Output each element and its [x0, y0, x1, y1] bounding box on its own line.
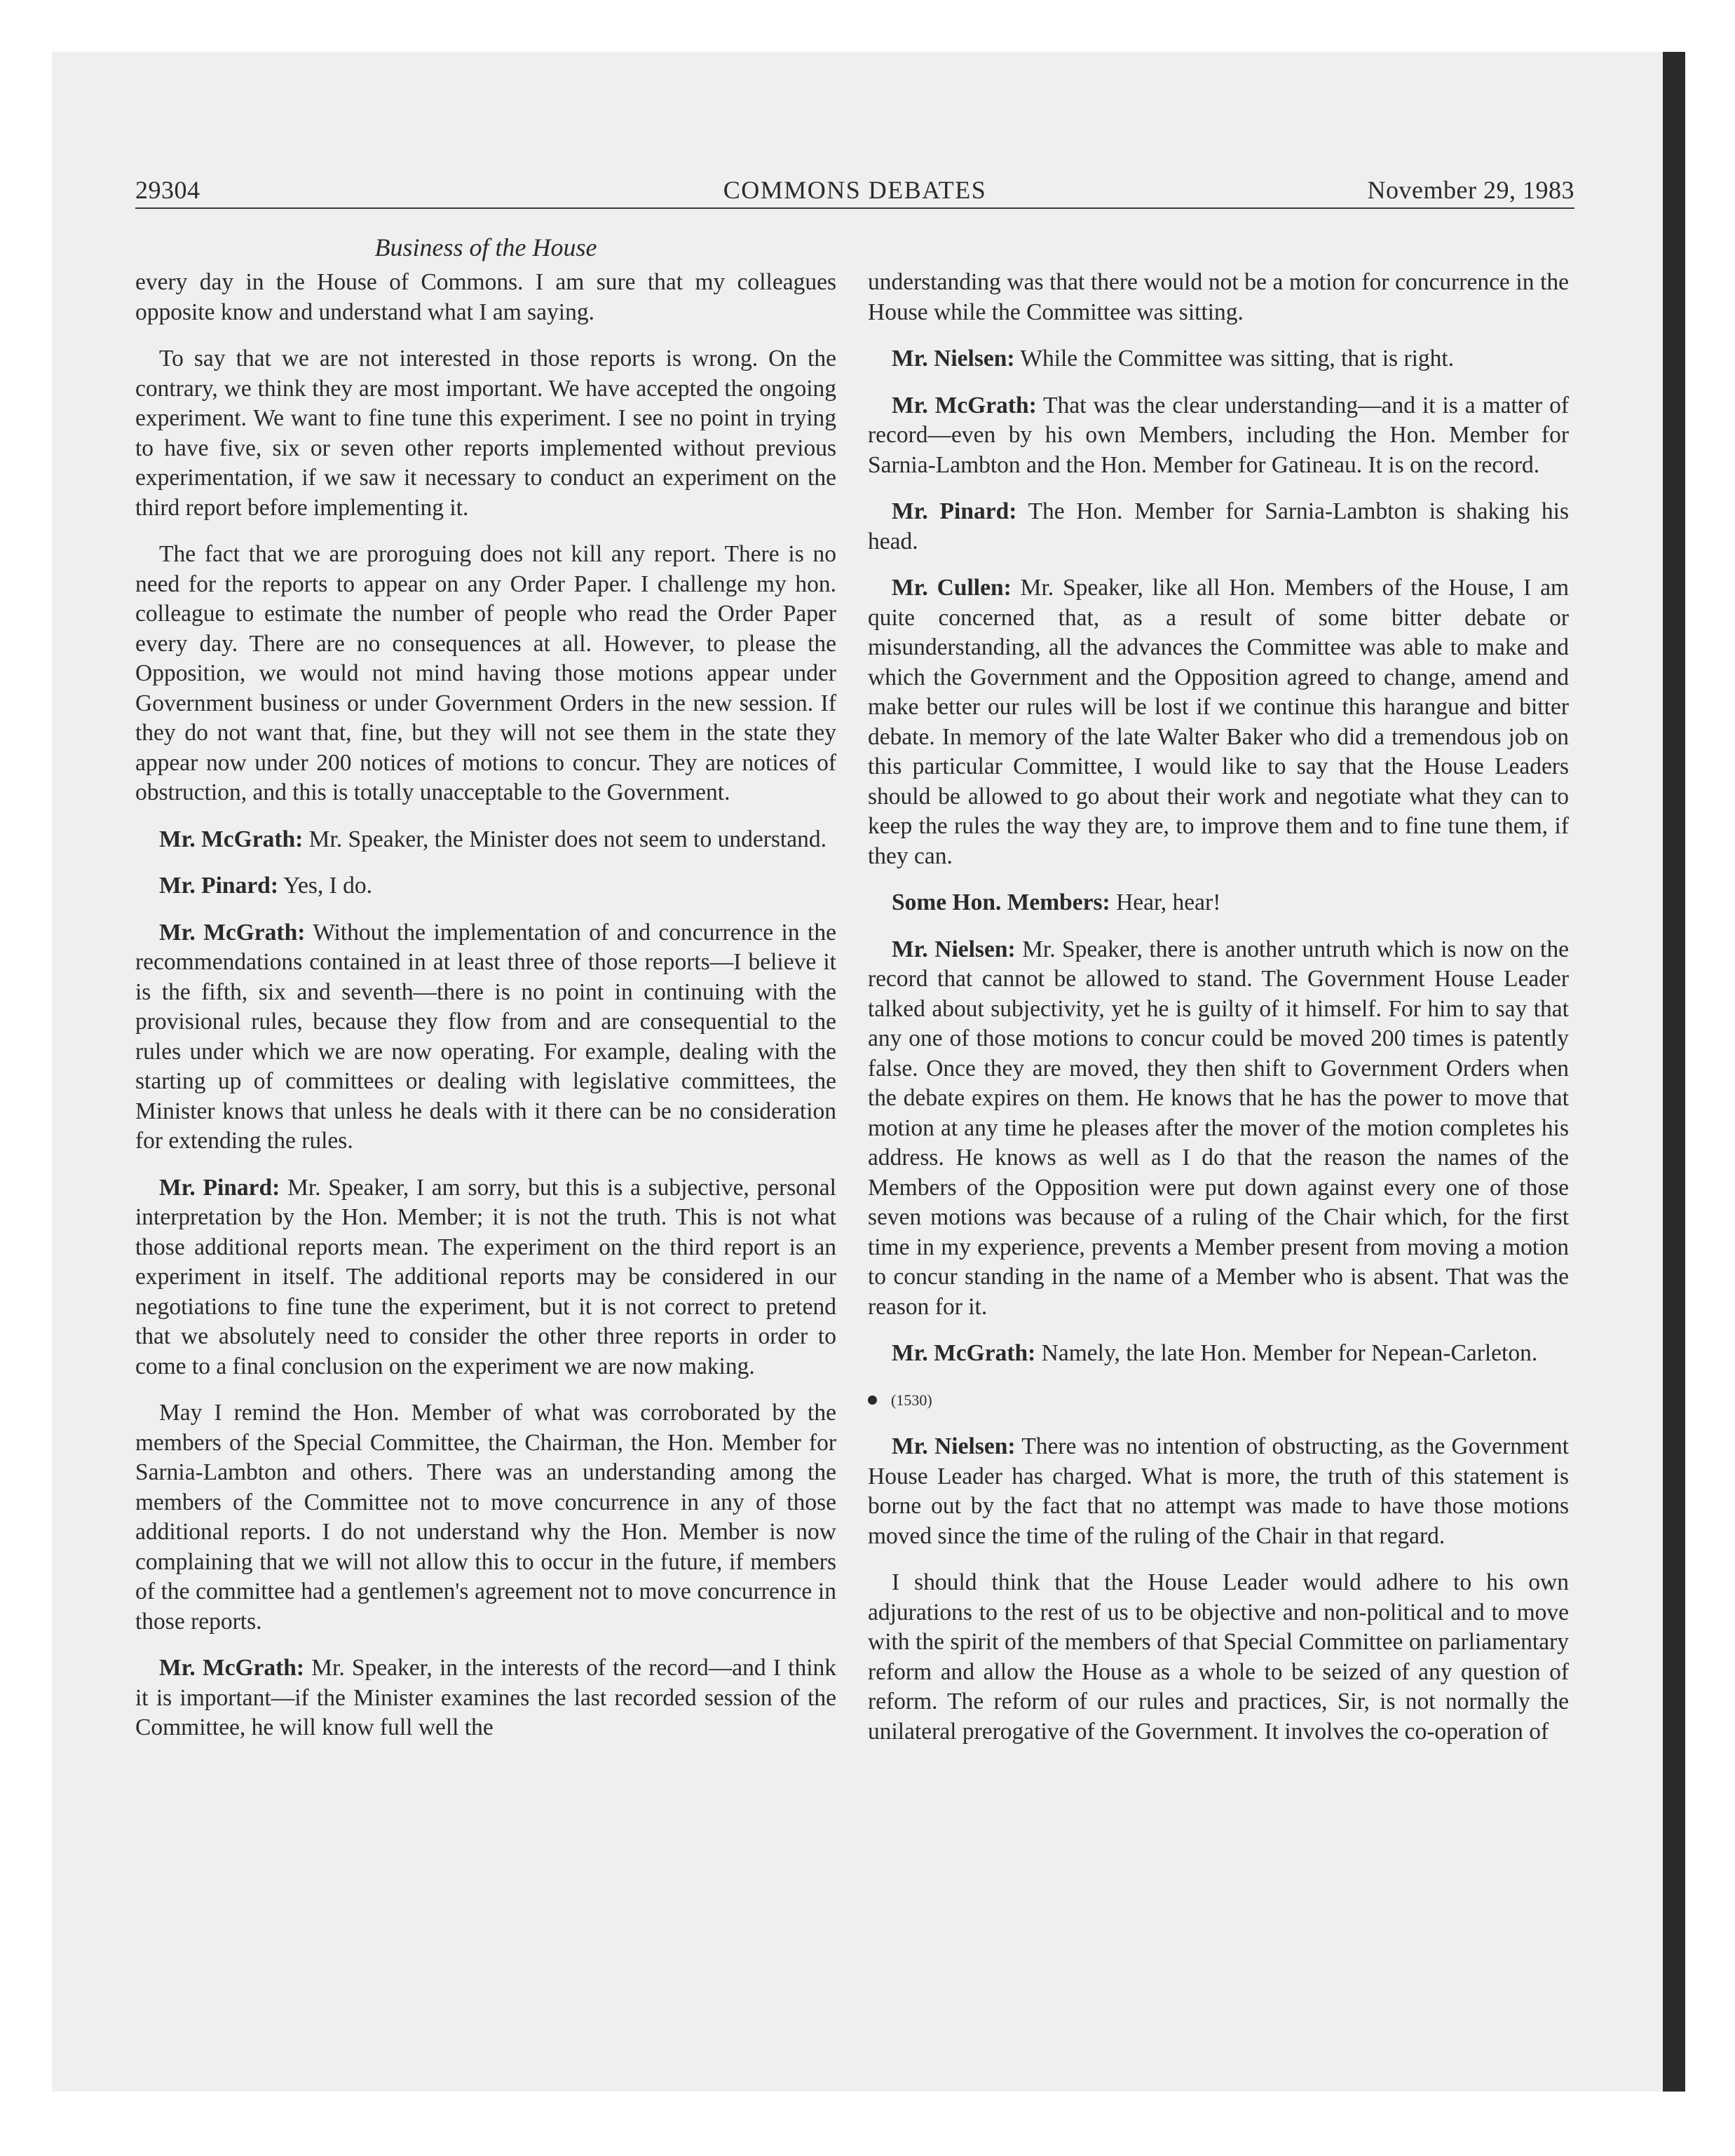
right-column-part-b	[868, 1432, 1569, 1747]
speaker-name: Mr. McGrath:	[159, 919, 306, 946]
speech-paragraph	[868, 935, 1569, 1323]
time-marker-label: (1530)	[891, 1391, 932, 1409]
body-paragraph	[868, 1568, 1569, 1747]
left-column	[135, 268, 836, 1760]
right-column-part-a	[868, 268, 1569, 1369]
body-paragraph	[135, 344, 836, 523]
speech-paragraph	[868, 497, 1569, 557]
scan-edge-bar	[1663, 52, 1685, 2092]
body-paragraph	[868, 268, 1569, 327]
header-rule	[135, 207, 1574, 209]
paragraph-text: The Hon. Member for Sarnia-Lambton is shaking his head.	[868, 498, 1569, 554]
speech-paragraph	[868, 1432, 1569, 1551]
paragraph-text: Yes, I do.	[283, 873, 373, 899]
speech-paragraph	[868, 573, 1569, 871]
paragraph-text: Mr. Speaker, I am sorry, but this is a subjective, personal interpretation by the Hon. Member; it is not the truth. This is not what those additional reports mean. The experiment on the third report is an experiment in itself. The additional reports may be considered in our negotiations to fine tune the experiment, but it is not correct to pretend that we absolutely need to consider the other three reports in order to come to a final conclusion on the experiment we are now making.	[135, 1174, 836, 1379]
speech-paragraph	[135, 918, 836, 1157]
paragraph-text: every day in the House of Commons. I am sure that my colleagues opposite know and understand what I am saying.	[135, 269, 836, 325]
speech-paragraph	[868, 888, 1569, 918]
section-title: Business of the House	[374, 233, 597, 261]
speech-paragraph	[868, 1339, 1569, 1369]
page-number: 29304	[135, 176, 200, 204]
page-header	[135, 175, 1574, 209]
paragraph-text: Mr. Speaker, the Minister does not seem to understand.	[308, 826, 826, 852]
speaker-name: Mr. Nielsen:	[892, 1433, 1016, 1459]
speech-paragraph	[135, 1653, 836, 1743]
speech-paragraph	[868, 391, 1569, 481]
speaker-name: Mr. Pinard:	[892, 498, 1017, 524]
paragraph-text: May I remind the Hon. Member of what was corroborated by the members of the Special Committee, the Chairman, the Hon. Member for Sarnia-Lambton and others. There was an understanding among the members of the Committee not to move concurrence in any of those additional reports. I do not understand why the Hon. Member is now complaining that we will not allow this to occur in the future, if members of the committee had a gentlemen's agreement not to move concurrence in those reports.	[135, 1400, 836, 1635]
speech-paragraph	[135, 1173, 836, 1382]
paragraph-text: There was no intention of obstructing, as the Government House Leader has charged. What is more, the truth of this statement is borne out by the fact that no attempt was made to have those motions moved since the time of the ruling of the Chair in that regard.	[868, 1433, 1569, 1549]
speech-paragraph	[868, 344, 1569, 374]
speaker-name: Some Hon. Members:	[892, 889, 1110, 915]
speaker-name: Mr. McGrath:	[159, 826, 304, 852]
paragraph-text: To say that we are not interested in those reports is wrong. On the contrary, we think they are most important. We have accepted the ongoing experiment. We want to fine tune this experiment. I see no point in trying to have five, six or seven other reports implemented without previous experimentation, if we saw it necessary to conduct an experiment on the third report before implementing it.	[135, 346, 836, 521]
speaker-name: Mr. McGrath:	[892, 392, 1037, 418]
bullet-icon	[868, 1396, 877, 1405]
speaker-name: Mr. Pinard:	[159, 1174, 280, 1201]
paragraph-text: Mr. Speaker, there is another untruth which is now on the record that cannot be allowed to stand. The Government House Leader talked about subjectivity, yet he is guilty of it himself. For him to say that any one of those motions to concur could be moved 200 times is patently false. Once they are moved, they then shift to Government Orders when the debate expires on them. He knows that he has the power to move that motion at any time he pleases after the mover of the motion completes his address. He knows as well as I do that the reason the names of the Members of the Opposition were put down against every one of those seven motions was because of a ruling of the Chair which, for the first time in my experience, prevents a Member present from moving a motion to concur standing in the name of a Member who is absent. That was the reason for it.	[868, 936, 1569, 1320]
time-marker	[868, 1386, 1569, 1416]
speaker-name: Mr. McGrath:	[159, 1655, 305, 1681]
body-paragraph	[135, 268, 836, 327]
speaker-name: Mr. Cullen:	[892, 575, 1012, 601]
speech-paragraph	[135, 871, 836, 901]
right-column	[868, 268, 1569, 1763]
speaker-name: Mr. McGrath:	[892, 1340, 1036, 1366]
paragraph-text: Mr. Speaker, in the interests of the record—and I think it is important—if the Minister examines the last recorded session of the Committee, he will know full well the	[135, 1655, 836, 1740]
paragraph-text: While the Committee was sitting, that is right.	[1020, 346, 1455, 371]
paragraph-text: Without the implementation of and concurrence in the recommendations contained in at least three of those reports—I believe it is the fifth, six and seventh—there is no point in continuing with the provisional rules, because they flow from and are consequential to the rules under which we are now operating. For example, dealing with the starting up of committees or dealing with legislative committees, the Minister knows that unless he deals with it there can be no consideration for extending the rules.	[135, 919, 836, 1154]
body-paragraph	[135, 540, 836, 808]
speaker-name: Mr. Pinard:	[159, 873, 278, 899]
paragraph-text: Mr. Speaker, like all Hon. Members of the House, I am quite concerned that, as a result of some bitter debate or misunderstanding, all the advances the Committee was able to make and which the Government and the Opposition agreed to change, amend and make better our rules will be lost if we continue this harangue and bitter debate. In memory of the late Walter Baker who did a tremendous job on this particular Committee, I would like to say that the House Leaders should be allowed to go about their work and negotiate what they can to keep the rules the way they are, to improve them and to fine tune them, if they can.	[868, 575, 1570, 869]
header-date: November 29, 1983	[1367, 176, 1574, 204]
paragraph-text: Hear, hear!	[1116, 889, 1221, 915]
paragraph-text: I should think that the House Leader would adhere to his own adjurations to the rest of us to be objective and non-political and to move with the spirit of the members of that Special Committee on parliamentary reform and allow the House as a whole to be seized of any question of reform. The reform of our rules and practices, Sir, is not normally the unilateral prerogative of the Government. It involves the co-operation of	[868, 1569, 1569, 1745]
paragraph-text: Namely, the late Hon. Member for Nepean-Carleton.	[1041, 1340, 1538, 1366]
speaker-name: Mr. Nielsen:	[892, 346, 1015, 371]
paragraph-text: That was the clear understanding—and it is a matter of record—even by his own Members, including the Hon. Member for Sarnia-Lambton and the Hon. Member for Gatineau. It is on the record.	[868, 392, 1569, 478]
body-paragraph	[135, 1398, 836, 1637]
speech-paragraph	[135, 825, 836, 855]
paragraph-text: The fact that we are proroguing does not kill any report. There is no need for the reports to appear on any Order Paper. I challenge my hon. colleague to estimate the number of people who read the Order Paper every day. There are no consequences at all. However, to please the Opposition, we would not mind having those motions appear under Government business or under Government Orders in the new session. If they do not want that, fine, but they will not see them in the state they appear now under 200 notices of motions to concur. They are notices of obstruction, and this is totally unacceptable to the Government.	[135, 541, 836, 805]
journal-title: COMMONS DEBATES	[723, 176, 987, 204]
paragraph-text: understanding was that there would not be a motion for concurrence in the House while the Committee was sitting.	[868, 269, 1569, 325]
speaker-name: Mr. Nielsen:	[892, 936, 1016, 962]
